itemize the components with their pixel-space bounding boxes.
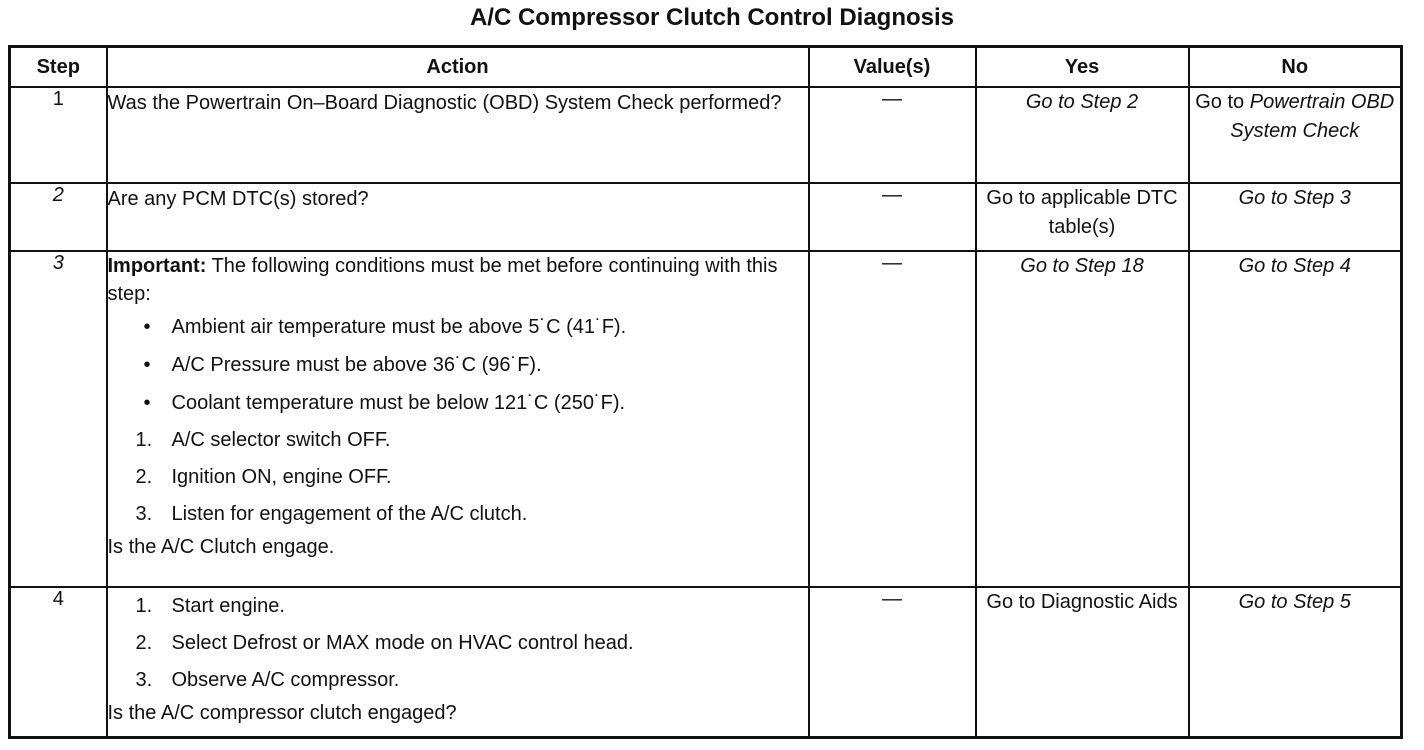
item-text: A/C selector switch OFF. xyxy=(171,429,391,451)
action-question: Is the A/C compressor clutch engaged? xyxy=(107,702,457,724)
step-number: 2 xyxy=(10,183,107,251)
no-cell[interactable] xyxy=(1189,183,1402,251)
no-link[interactable]: Powertrain OBD System Check xyxy=(1230,91,1395,142)
value-cell: — xyxy=(809,87,976,183)
condition-text: Coolant temperature must be below 121˙C (250˙F). xyxy=(171,392,626,414)
list-item xyxy=(108,384,808,422)
procedure-list xyxy=(108,422,808,533)
item-text: Listen for engagement of the A/C clutch. xyxy=(171,503,528,525)
important-text: The following conditions must be met before continuing with this step: xyxy=(107,255,778,305)
yes-link[interactable]: Go to Step 2 xyxy=(1025,91,1139,113)
item-number: 2. xyxy=(135,466,153,488)
step-number: 1 xyxy=(10,87,107,183)
bullet-icon: • xyxy=(143,392,151,414)
list-item xyxy=(108,459,808,496)
bullet-icon: • xyxy=(143,354,151,376)
procedure-list xyxy=(108,588,808,699)
yes-cell[interactable] xyxy=(976,87,1189,183)
yes-link[interactable]: Go to applicable DTC table(s) xyxy=(986,187,1178,238)
header-step: Step xyxy=(10,47,107,88)
item-number: 3. xyxy=(135,503,153,525)
action-cell xyxy=(107,587,809,737)
yes-link[interactable]: Go to Step 18 xyxy=(1020,255,1144,277)
list-item xyxy=(108,422,808,459)
no-link[interactable]: Go to Step 4 xyxy=(1238,255,1351,277)
action-text: Are any PCM DTC(s) stored? xyxy=(107,188,369,210)
no-prefix: Go to xyxy=(1195,91,1245,113)
important-note xyxy=(108,252,808,308)
table-row-step-1 xyxy=(10,87,1402,183)
header-row xyxy=(10,47,1402,88)
list-item xyxy=(108,588,808,625)
table-row-step-4 xyxy=(10,587,1402,737)
item-text: Observe A/C compressor. xyxy=(171,669,400,691)
no-cell[interactable] xyxy=(1189,251,1402,587)
yes-cell[interactable] xyxy=(976,251,1189,587)
action-text: Was the Powertrain On–Board Diagnostic (OBD) System Check performed? xyxy=(107,92,782,114)
no-link[interactable]: Go to Step 5 xyxy=(1238,591,1351,613)
no-cell[interactable] xyxy=(1189,587,1402,737)
header-action: Action xyxy=(107,47,809,88)
step-number: 4 xyxy=(10,587,107,737)
item-number: 1. xyxy=(135,595,153,617)
header-yes: Yes xyxy=(976,47,1189,88)
value-cell: — xyxy=(809,251,976,587)
condition-text: Ambient air temperature must be above 5˙C (41˙F). xyxy=(171,316,627,338)
value-cell: — xyxy=(809,183,976,251)
header-values: Value(s) xyxy=(809,47,976,88)
table-row-step-3 xyxy=(10,251,1402,587)
header-no: No xyxy=(1189,47,1402,88)
diagnosis-table xyxy=(8,45,1403,739)
list-item xyxy=(108,496,808,533)
value-cell: — xyxy=(809,587,976,737)
condition-text: A/C Pressure must be above 36˙C (96˙F). xyxy=(171,354,542,376)
item-text: Ignition ON, engine OFF. xyxy=(171,466,392,488)
list-item xyxy=(108,308,808,346)
item-text: Select Defrost or MAX mode on HVAC control head. xyxy=(171,632,634,654)
condition-list xyxy=(108,308,808,422)
step-number: 3 xyxy=(10,251,107,587)
yes-cell[interactable] xyxy=(976,183,1189,251)
item-number: 2. xyxy=(135,632,153,654)
no-cell[interactable] xyxy=(1189,87,1402,183)
no-link[interactable]: Go to Step 3 xyxy=(1238,187,1351,209)
table-row-step-2 xyxy=(10,183,1402,251)
item-number: 3. xyxy=(135,669,153,691)
action-cell xyxy=(107,183,809,251)
list-item xyxy=(108,346,808,384)
page-title: A/C Compressor Clutch Control Diagnosis xyxy=(469,4,955,31)
item-number: 1. xyxy=(135,429,153,451)
action-question: Is the A/C Clutch engage. xyxy=(107,536,335,558)
important-label: Important: xyxy=(107,255,207,277)
yes-link[interactable]: Go to Diagnostic Aids xyxy=(986,591,1178,613)
bullet-icon: • xyxy=(143,316,151,338)
action-cell xyxy=(107,87,809,183)
list-item xyxy=(108,662,808,699)
yes-cell[interactable] xyxy=(976,587,1189,737)
action-cell xyxy=(107,251,809,587)
item-text: Start engine. xyxy=(171,595,285,617)
list-item xyxy=(108,625,808,662)
